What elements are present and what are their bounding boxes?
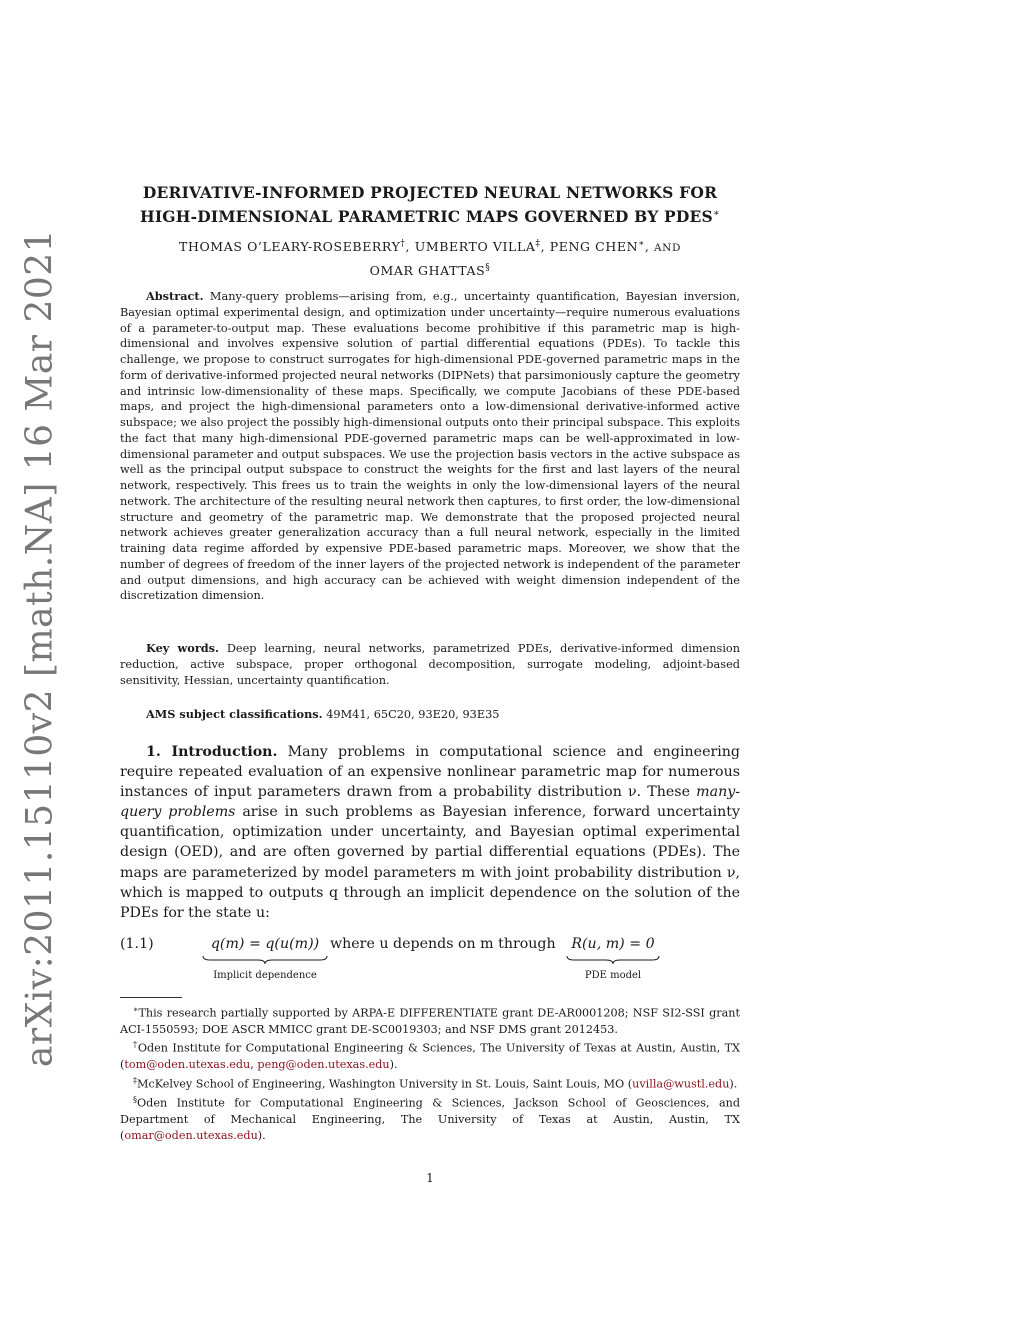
intro-text-2: arise in such problems as Bayesian inference, forward uncertainty quantification, optimization under uncertainty, and Bayesian optimal experimental design (OED), and are often governed by partial differential equations (PDEs). The maps are parameterized by model parameters m with joint probability distribution ν, which is mapped to outputs q through an implicit dependence on the solution of the PDEs for the state u: xyxy=(120,804,741,921)
title-line-2 xyxy=(120,203,740,227)
footnotes xyxy=(120,1002,740,1143)
author-line-2 xyxy=(120,258,740,281)
abstract-label: Abstract. xyxy=(146,289,204,303)
author-3: PENG CHEN xyxy=(549,239,639,255)
author-2-mark: ‡ xyxy=(535,239,541,249)
equation-left-label: Implicit dependence xyxy=(213,970,317,981)
author-line-1: THOMAS O’LEARY-ROSEBERRY†, UMBERTO VILLA‡, PENG CHEN∗, AND xyxy=(179,239,681,255)
ams-text: 49M41, 65C20, 93E20, 93E35 xyxy=(326,708,500,721)
equation-middle-text: where u depends on m through xyxy=(330,936,556,952)
footnote-1 xyxy=(120,1002,740,1037)
keywords-text: Deep learning, neural networks, parametrized PDEs, derivative-informed dimension reduction, active subspace, proper orthogonal decomposition, surrogate modeling, adjoint-based sensitivity, Hessian, uncertainty quantification. xyxy=(120,642,741,687)
author-4-mark: § xyxy=(485,263,491,274)
footnote-3 xyxy=(120,1073,740,1093)
footnote-1-mark: ∗ xyxy=(133,1005,139,1014)
equation-right-term: R(u, m) = 0 xyxy=(571,936,655,952)
title-line-1: DERIVATIVE-INFORMED PROJECTED NEURAL NETWORKS FOR xyxy=(142,183,718,202)
footnote-3-mark: ‡ xyxy=(133,1075,137,1085)
equation-number: (1.1) xyxy=(120,936,154,952)
email-link-peng[interactable]: peng@oden.utexas.edu xyxy=(257,1057,390,1071)
footnote-4 xyxy=(120,1092,740,1143)
ams-label: AMS subject classifications. xyxy=(146,707,323,721)
underbrace-right xyxy=(566,956,660,964)
equation-1-1 xyxy=(120,932,740,988)
keywords-label: Key words. xyxy=(146,641,219,655)
footnote-2-text: Oden Institute for Computational Engineering & Sciences, The University of Texas at Austin, Austin, TX ( xyxy=(120,1042,740,1071)
author-1: THOMAS O’LEARY-ROSEBERRY xyxy=(179,239,401,255)
arxiv-stamp xyxy=(0,0,80,1325)
email-link-omar[interactable]: omar@oden.utexas.edu xyxy=(124,1128,258,1142)
title-line-2-text: HIGH-DIMENSIONAL PARAMETRIC MAPS GOVERNED BY PDES xyxy=(140,207,713,227)
footnote-rule xyxy=(120,997,182,998)
arxiv-stamp-text: arXiv:2011.15110v2 [math.NA] 16 Mar 2021 xyxy=(19,228,61,1068)
author-2: UMBERTO VILLA xyxy=(414,239,536,255)
intro-emphasis: many-query problems xyxy=(120,784,741,821)
footnote-1-text: This research partially supported by ARPA-E DIFFERENTIATE grant DE-AR0001208; NSF SI2-SSI grant ACI-1550593; DOE ASCR MMICC grant DE-SC0019303; and NSF DMS grant 2012453. xyxy=(120,1006,740,1036)
section-heading: 1. Introduction. xyxy=(146,744,278,760)
author-3-mark: ∗ xyxy=(638,239,645,249)
footnote-2-mark: † xyxy=(133,1040,138,1050)
footnote-2-end: ). xyxy=(389,1057,398,1071)
equation-right-brace xyxy=(566,936,660,981)
page-number: 1 xyxy=(426,1171,434,1185)
keywords xyxy=(120,641,740,688)
author-conjunction: AND xyxy=(653,242,681,255)
email-link-uvilla[interactable]: uvilla@wustl.edu xyxy=(632,1077,730,1091)
abstract-text: Many-query problems—arising from, e.g., uncertainty quantification, Bayesian inversion, Bayesian optimal experimental design, and optimization under uncertainty—require numerous evaluations of a parameter-to-output map. These evaluations become prohibitive if this parametric map is high-dimensional and involves expensive solution of partial differential equations (PDEs). To tackle this challenge, we propose to construct surrogates for high-dimensional PDE-governed parametric maps in the form of derivative-informed projected neural networks (DIPNets) that parsimoniously capture the geometry and intrinsic low-dimensionality of these maps. Specifically, we compute Jacobians of these PDE-based maps, and project the high-dimensional parameters onto a low-dimensional derivative-informed active subspace; we also project the possibly high-dimensional outputs onto their principal subspace. This exploits the fact that many high-dimensional PDE-governed parametric maps can be well-approximated in low-dimensional parameter and output subspaces. We use the projection basis vectors in the active subspace as well as the principal output subspace to construct the weights for the first and last layers of the neural network, respectively. This frees us to train the weights in only the low-dimensional layers of the neural network. The architecture of the resulting neural network then captures, to first order, the low-dimensional structure and geometry of the parametric map. We demonstrate that the proposed projected neural network achieves greater generalization accuracy than a full neural network, especially in the limited training data regime afforded by expensive PDE-based parametric maps. Moreover, we show that the number of degrees of freedom of the inner layers of the projected network is independent of the parameter and output dimensions, and high accuracy can be achieved with weight dimension independent of the discretization dimension. xyxy=(120,290,740,603)
email-link-tom[interactable]: tom@oden.utexas.edu xyxy=(124,1057,251,1071)
author-4: OMAR GHATTAS xyxy=(369,263,486,279)
author-list xyxy=(120,234,740,281)
footnote-4-mark: § xyxy=(133,1095,137,1105)
footnote-3-text: McKelvey School of Engineering, Washington University in St. Louis, Saint Louis, MO ( xyxy=(137,1077,633,1091)
ams-classifications xyxy=(146,706,740,723)
underbrace-left xyxy=(202,956,328,964)
footnote-4-end: ). xyxy=(257,1128,266,1142)
author-1-mark: † xyxy=(400,239,406,249)
intro-text-1: Many problems in computational science and engineering require repeated evaluation of an expensive nonlinear parametric map for numerous instances of input parameters drawn from a probability distribution ν. These xyxy=(120,744,740,801)
equation-right-label: PDE model xyxy=(584,970,642,981)
introduction-section xyxy=(120,742,740,923)
equation-left-brace xyxy=(202,936,328,981)
footnote-2 xyxy=(120,1037,740,1072)
footnote-3-end: ). xyxy=(729,1077,738,1091)
title-footnote-mark: ∗ xyxy=(712,208,720,219)
equation-left-term: q(m) = q(u(m)) xyxy=(210,936,320,952)
paper-title xyxy=(120,182,740,227)
footnote-2-separator: , xyxy=(250,1057,258,1071)
abstract xyxy=(120,289,740,604)
footnote-4-text: Oden Institute for Computational Engineering & Sciences, Jackson School of Geosciences, and Department of Mechanical Engineering, The University of Texas at Austin, Austin, TX ( xyxy=(120,1096,740,1142)
